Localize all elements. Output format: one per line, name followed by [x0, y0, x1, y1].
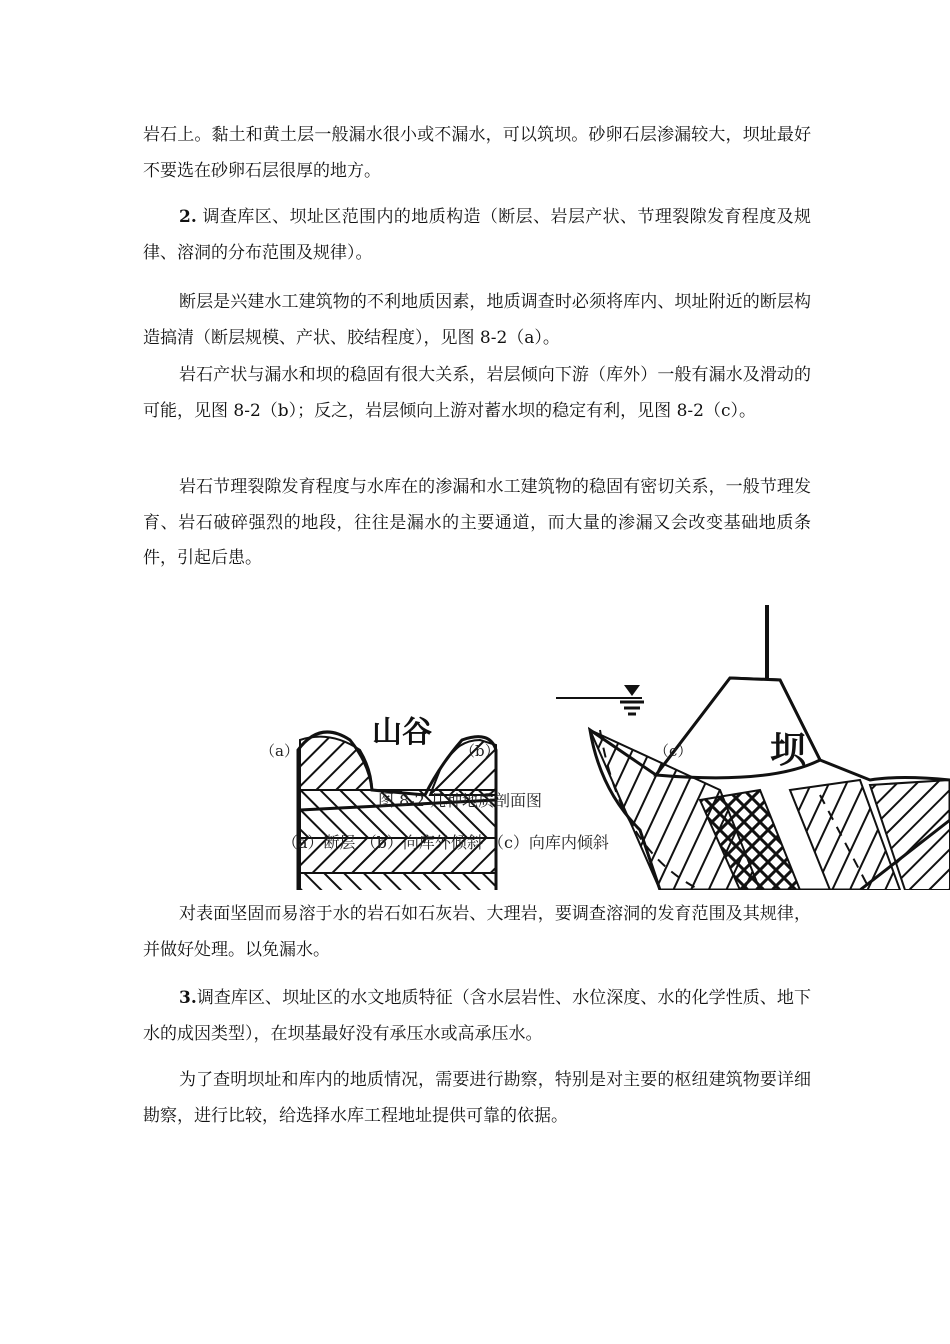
valley-label: 山谷 — [372, 715, 432, 750]
paragraph-8-text: 为了查明坝址和库内的地质情况，需要进行勘察，特别是对主要的枢纽建筑物要详细勘察，进行比较，给选择水库工程地址提供可靠的依据。 — [143, 1070, 811, 1126]
paragraph-7-text: 调查库区、坝址区的水文地质特征（含水层岩性、水位深度、水的化学性质、地下水的成因类型），在坝基最好没有承压水或高承压水。 — [143, 988, 811, 1044]
paragraph-7-number: 3. — [179, 988, 197, 1008]
paragraph-4 — [143, 358, 811, 429]
paragraph-3 — [143, 285, 811, 356]
paragraph-4-text: 岩石产状与漏水和坝的稳固有很大关系，岩层倾向下游（库外）一般有漏水及滑动的可能，见图 8-2（b）；反之，岩层倾向上游对蓄水坝的稳定有利，见图 8-2（c）。 — [143, 365, 811, 421]
figure-caption-title: 图 8-2 几种地质剖面图 — [378, 791, 542, 810]
paragraph-2-text: 调查库区、坝址区范围内的地质构造（断层、岩层产状、节理裂隙发育程度及规律、溶洞的分布范围及规律）。 — [143, 207, 811, 263]
paragraph-6-text: 对表面坚固而易溶于水的岩石如石灰岩、大理岩，要调查溶洞的发育范围及其规律，并做好处理。以免漏水。 — [143, 904, 811, 960]
geologic-sections-figure — [0, 590, 950, 890]
section-dam-layers — [556, 605, 950, 890]
paragraph-6 — [143, 897, 811, 968]
dam-label: 坝 — [770, 730, 807, 771]
paragraph-2 — [143, 200, 811, 271]
paragraph-1 — [143, 118, 811, 189]
paragraph-2-number: 2. — [179, 207, 197, 227]
paragraph-7 — [143, 981, 811, 1052]
paragraph-3-text: 断层是兴建水工建筑物的不利地质因素，地质调查时必须将库内、坝址附近的断层构造搞清（断层规模、产状、胶结程度），见图 8-2（a）。 — [143, 292, 811, 348]
paragraph-8 — [143, 1063, 811, 1134]
label-b: （b） — [460, 742, 500, 760]
paragraph-5 — [143, 470, 811, 577]
label-a: （a） — [260, 742, 299, 760]
paragraph-5-text: 岩石节理裂隙发育程度与水库在的渗漏和水工建筑物的稳固有密切关系，一般节理发育、岩石破碎强烈的地段，往往是漏水的主要通道，而大量的渗漏又会改变基础地质条件，引起后患。 — [143, 477, 811, 568]
paragraph-1-text: 岩石上。黏土和黄土层一般漏水很小或不漏水，可以筑坝。砂卵石层渗漏较大，坝址最好不要选在砂卵石层很厚的地方。 — [143, 125, 811, 181]
label-c: （c） — [654, 742, 693, 760]
figure-caption-sub: （a）断层 （b）向库外倾斜 （c）向库内倾斜 — [282, 833, 609, 852]
